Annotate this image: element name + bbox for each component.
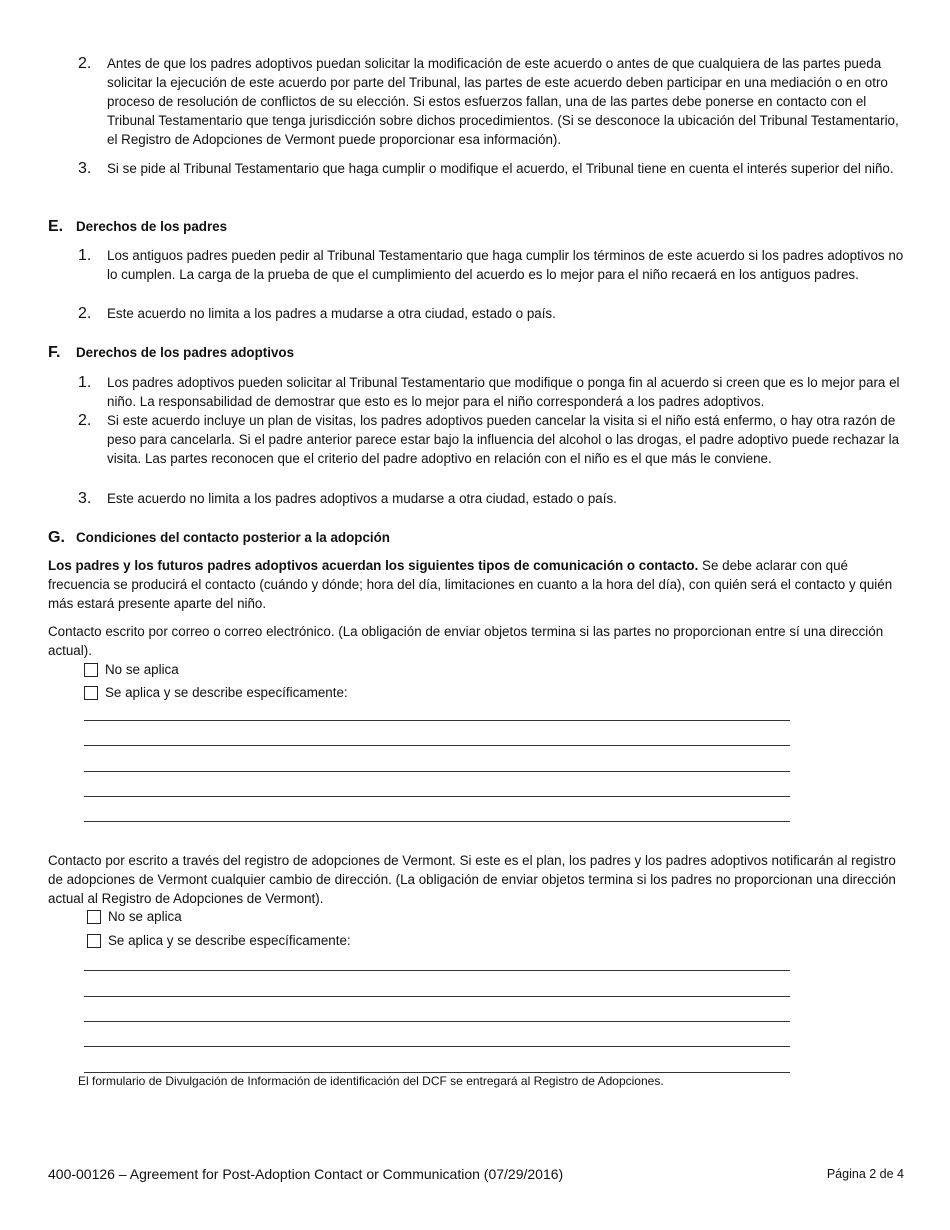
list-number: 3. xyxy=(78,160,92,177)
list-item xyxy=(78,159,906,178)
checkbox[interactable] xyxy=(84,663,98,677)
checkbox[interactable] xyxy=(87,910,101,924)
registry-applies-option[interactable] xyxy=(87,931,351,950)
written-applies-option[interactable] xyxy=(84,683,348,702)
writing-line[interactable] xyxy=(84,796,790,797)
registry-na-option[interactable] xyxy=(87,907,182,926)
list-number: 2. xyxy=(78,305,92,322)
list-number: 2. xyxy=(78,55,92,72)
list-item xyxy=(78,373,906,411)
list-item xyxy=(78,489,906,508)
list-number: 3. xyxy=(78,490,92,507)
section-heading-e xyxy=(48,217,227,236)
checkbox[interactable] xyxy=(87,934,101,948)
list-text: Si se pide al Tribunal Testamentario que haga cumplir o modifique el acuerdo, el Tribunal tiene en cuenta el interés superior del niño. xyxy=(107,161,894,176)
list-number: 1. xyxy=(78,374,92,391)
list-number: 1. xyxy=(78,247,92,264)
checkbox[interactable] xyxy=(84,686,98,700)
list-text: Antes de que los padres adoptivos puedan solicitar la modificación de este acuerdo o antes de que cualquiera de las partes pueda solicitar la ejecución de este acuerdo por parte del Tribunal, las partes de este acuerdo deben participar en una mediación o en otro proceso de resolución de conflictos de su elección. Si estos esfuerzos fallan, una de las partes debe ponerse en contacto con el Tribunal Testamentario que tenga jurisdicción sobre dichos procedimientos. (Si se desconoce la ubicación del Tribunal Testamentario, el Registro de Adopciones de Vermont puede proporcionar esa información). xyxy=(107,56,899,147)
list-item xyxy=(78,246,906,284)
section-letter: G. xyxy=(48,529,65,546)
checkbox-label: Se aplica y se describe específicamente: xyxy=(108,933,351,948)
list-text: Si este acuerdo incluye un plan de visitas, los padres adoptivos pueden cancelar la visita si el niño está enfermo, o hay otra razón de peso para cancelarla. Si el padre anterior parece estar bajo la influencia del alcohol o las drogas, el padre adoptivo puede rechazar la visita. Las partes reconocen que el criterio del padre adoptivo en relación con el niño es el que más le conviene. xyxy=(107,413,900,466)
list-text: Los antiguos padres pueden pedir al Tribunal Testamentario que haga cumplir los términos de este acuerdo si los padres adoptivos no lo cumplen. La carga de la prueba de que el cumplimiento del acuerdo es lo mejor para el niño recaerá en los antiguos padres. xyxy=(107,248,904,282)
checkbox-label: No se aplica xyxy=(105,662,179,677)
writing-line[interactable] xyxy=(84,720,790,721)
writing-line[interactable] xyxy=(84,1021,790,1022)
intro-bold: Los padres y los futuros padres adoptivos acuerdan los siguientes tipos de comunicación o contacto. xyxy=(48,558,699,573)
list-text: Este acuerdo no limita a los padres adoptivos a mudarse a otra ciudad, estado o país. xyxy=(107,491,617,506)
writing-line[interactable] xyxy=(84,1072,790,1073)
intro-rest: Se debe aclarar con qué frecuencia se producirá el contacto (cuándo y dónde; hora del día, limitaciones en cuanto a la hora del día), con quién será el contacto y quién más estará presente aparte del niño. xyxy=(48,558,893,611)
list-number: 2. xyxy=(78,412,92,429)
section-g-intro xyxy=(48,556,906,613)
writing-line[interactable] xyxy=(84,771,790,772)
section-title: Derechos de los padres adoptivos xyxy=(76,345,295,360)
list-item xyxy=(78,304,906,323)
writing-line[interactable] xyxy=(84,745,790,746)
checkbox-label: Se aplica y se describe específicamente: xyxy=(105,685,348,700)
list-item xyxy=(78,54,906,149)
dcf-note: El formulario de Divulgación de Información de identificación del DCF se entregará al Registro de Adopciones. xyxy=(78,1074,664,1088)
writing-line[interactable] xyxy=(84,1046,790,1047)
registry-contact-text: Contacto por escrito a través del registro de adopciones de Vermont. Si este es el plan, los padres y los padres adoptivos notificarán al registro de adopciones de Vermont cualquier cambio de dirección. (La obligación de enviar objetos termina si los padres no proporcionan una dirección actual al Registro de Adopciones de Vermont). xyxy=(48,853,896,906)
footer-form-id: 400-00126 – Agreement for Post-Adoption Contact or Communication (07/29/2016) xyxy=(48,1166,564,1182)
written-na-option[interactable] xyxy=(84,660,179,679)
writing-line[interactable] xyxy=(84,970,790,971)
section-heading-g xyxy=(48,528,390,547)
section-title: Derechos de los padres xyxy=(76,219,228,234)
list-text: Este acuerdo no limita a los padres a mudarse a otra ciudad, estado o país. xyxy=(107,306,556,321)
writing-line[interactable] xyxy=(84,996,790,997)
list-text: Los padres adoptivos pueden solicitar al Tribunal Testamentario que modifique o ponga fin al acuerdo si creen que es lo mejor para el niño. La responsabilidad de demostrar que esto es lo mejor para el niño corresponderá a los padres adoptivos. xyxy=(107,375,900,409)
section-heading-f xyxy=(48,343,294,362)
written-contact-text: Contacto escrito por correo o correo electrónico. (La obligación de enviar objetos termina si las partes no proporcionan entre sí una dirección actual). xyxy=(48,624,884,658)
footer-page-number: Página 2 de 4 xyxy=(826,1167,904,1181)
section-title: Condiciones del contacto posterior a la adopción xyxy=(76,530,390,545)
writing-line[interactable] xyxy=(84,821,790,822)
checkbox-label: No se aplica xyxy=(108,909,182,924)
section-letter: E. xyxy=(48,218,64,235)
list-item xyxy=(78,411,906,468)
section-letter: F. xyxy=(48,344,61,361)
